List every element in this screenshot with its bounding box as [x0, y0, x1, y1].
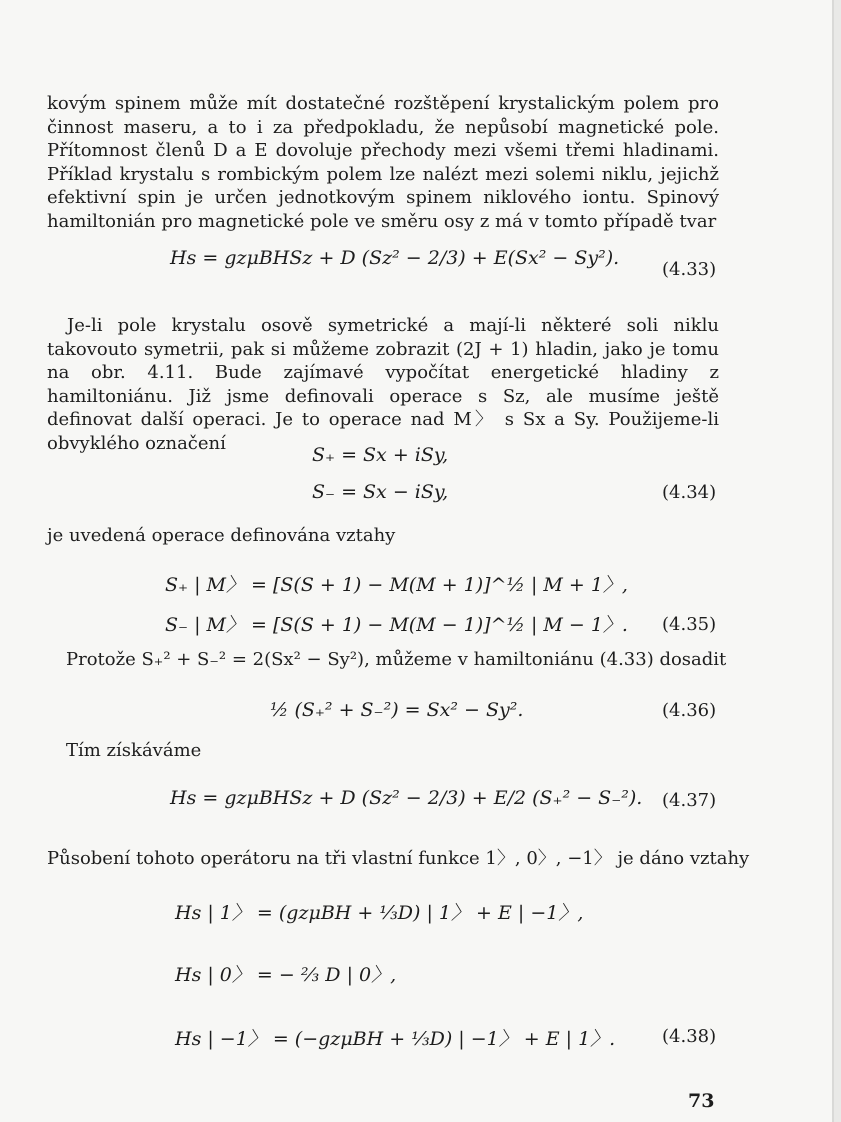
equation-4-34-line-2: S₋ = Sx − iSy, — [312, 481, 449, 503]
equation-number-4-34: ( 4.34 ) — [662, 482, 716, 503]
equation-4-38-line-3: Hs | −1〉 = (−gzμBH + ⅓D) | −1〉 + E | 1〉. — [175, 1028, 616, 1050]
equation-4-35-line-1: S₊ | M〉 = [S(S + 1) − M(M + 1)]^½ | M + 1〉, — [165, 574, 628, 596]
paragraph-obtain: Tím získáváme — [66, 740, 202, 761]
equation-4-36: ½ (S₊² + S₋²) = Sx² − Sy². — [270, 699, 524, 721]
paragraph-operator-action: Působení tohoto operátoru na tři vlastní funkce 1〉, 0〉, −1〉 je dáno vztahy — [47, 848, 750, 869]
paragraph-maser-splitting: kovým spinem může mít dostatečné rozštěpení krystalickým polem pro činnost maseru, a to i za předpokladu, že nepůsobí magnetické pole. Přítomnost členů D a E dovoluje přechody mezi všemi třemi hladinami. Příklad krystalu s rombickým polem lze nalézt mezi solemi niklu, jejichž efektivní spin je určen jednotkovým spinem niklového iontu. Spinový hamiltonián pro magnetické pole ve směru osy z má v tomto případě tvar — [47, 93, 719, 232]
equation-4-33: Hs = gzμBHSz + D (Sz² − 2/3) + E(Sx² − Sy²). — [170, 247, 620, 269]
equation-4-35-line-2: S₋ | M〉 = [S(S + 1) − M(M − 1)]^½ | M − 1〉. — [165, 614, 628, 636]
equation-number-4-33: ( 4.33 ) — [662, 259, 716, 280]
page-number: 73 — [688, 1090, 715, 1112]
equation-number-4-35: ( 4.35 ) — [662, 614, 716, 635]
paragraph-operation-defined: je uvedená operace definována vztahy — [47, 525, 396, 546]
equation-4-38-line-2: Hs | 0〉 = − ⅔ D | 0〉, — [175, 964, 397, 986]
equation-number-4-37: ( 4.37 ) — [662, 790, 716, 811]
paragraph-axial-symmetry: Je-li pole krystalu osově symetrické a mají-li některé soli niklu takovouto symetrii, pak si můžeme zobrazit (2J + 1) hladin, jako je tomu na obr. 4.11. Bude zajímavé vypočítat energetické hladiny z hamiltoniánu. Již jsme definovali operace s Sz, ale musíme ještě definovat další operaci. Je to operace nad M〉 s Sx a Sy. Použijeme-li obvyklého označení — [47, 315, 719, 454]
equation-4-37: Hs = gzμBHSz + D (Sz² − 2/3) + E/2 (S₊² − S₋²). — [170, 787, 643, 809]
equation-number-4-38: ( 4.38 ) — [662, 1026, 716, 1047]
paragraph-substitution: Protože S₊² + S₋² = 2(Sx² − Sy²), můžeme v hamiltoniánu (4.33) dosadit — [66, 649, 727, 670]
equation-4-38-line-1: Hs | 1〉 = (gzμBH + ⅓D) | 1〉 + E | −1〉, — [175, 902, 584, 924]
equation-number-4-36: ( 4.36 ) — [662, 700, 716, 721]
equation-4-34-line-1: S₊ = Sx + iSy, — [312, 444, 449, 466]
